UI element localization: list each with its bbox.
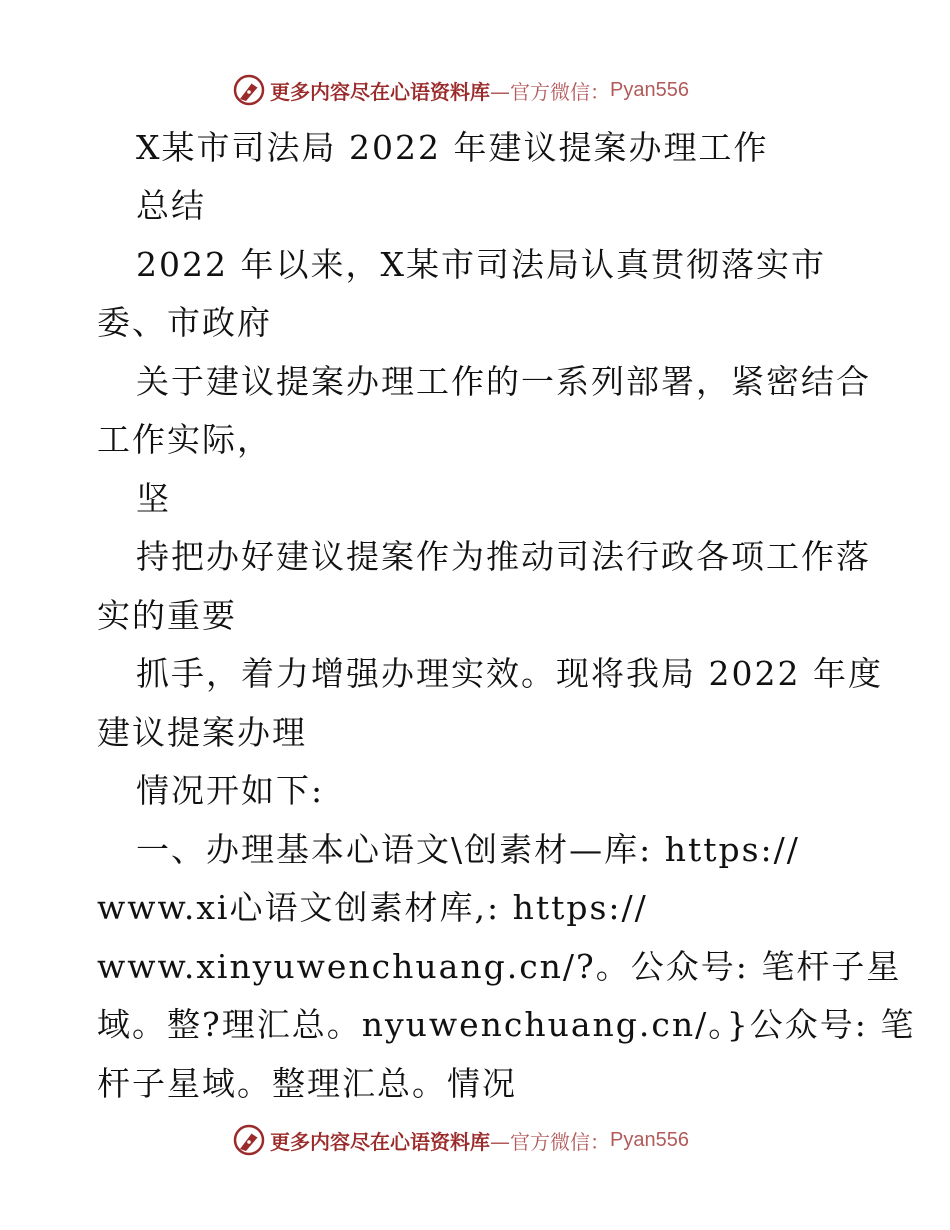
watermark-official-text: —官方微信： [490, 1129, 610, 1154]
paragraph-line: 工作实际， [97, 420, 272, 459]
paragraph-line: 一、办理基本心语文\创素材—库: https:// [136, 830, 800, 869]
paragraph-line: 实的重要 [97, 596, 237, 635]
watermark-wechat-id: Pyan556 [610, 78, 689, 101]
paragraph-line: www.xi心语文创素材库,: https:// [97, 888, 648, 927]
paragraph-line: 2022 年以来，X某市司法局认真贯彻落实市 [136, 245, 826, 284]
paragraph-line: 情况开如下: [136, 771, 325, 810]
paragraph-line: 坚 [136, 479, 171, 518]
watermark-main-text: 更多内容尽在心语资料库 [270, 79, 490, 104]
watermark-main-text: 更多内容尽在心语资料库 [270, 1129, 490, 1154]
watermark-official-text: —官方微信： [490, 79, 610, 104]
paragraph-line: 建议提案办理 [97, 713, 307, 752]
paragraph-line: 杆子星域。整理汇总。情况 [97, 1064, 517, 1103]
watermark-wechat-id: Pyan556 [610, 1128, 689, 1151]
paragraph-line: 域。整?理汇总。nyuwenchuang.cn/。}公众号: 笔 [97, 1005, 916, 1044]
document-title-line-2: 总结 [136, 186, 206, 225]
pen-nib-logo-icon [232, 1123, 266, 1157]
paragraph-line: www.xinyuwenchuang.cn/?。公众号: 笔杆子星 [97, 947, 902, 986]
document-title-line-1: X某市司法局 2022 年建议提案办理工作 [136, 128, 769, 167]
paragraph-line: 持把办好建议提案作为推动司法行政各项工作落 [136, 537, 871, 576]
footer-watermark [232, 1122, 689, 1158]
paragraph-line: 关于建议提案办理工作的一系列部署，紧密结合 [136, 362, 871, 401]
paragraph-line: 抓手，着力增强办理实效。现将我局 2022 年度 [136, 654, 883, 693]
paragraph-line: 委、市政府 [97, 303, 272, 342]
